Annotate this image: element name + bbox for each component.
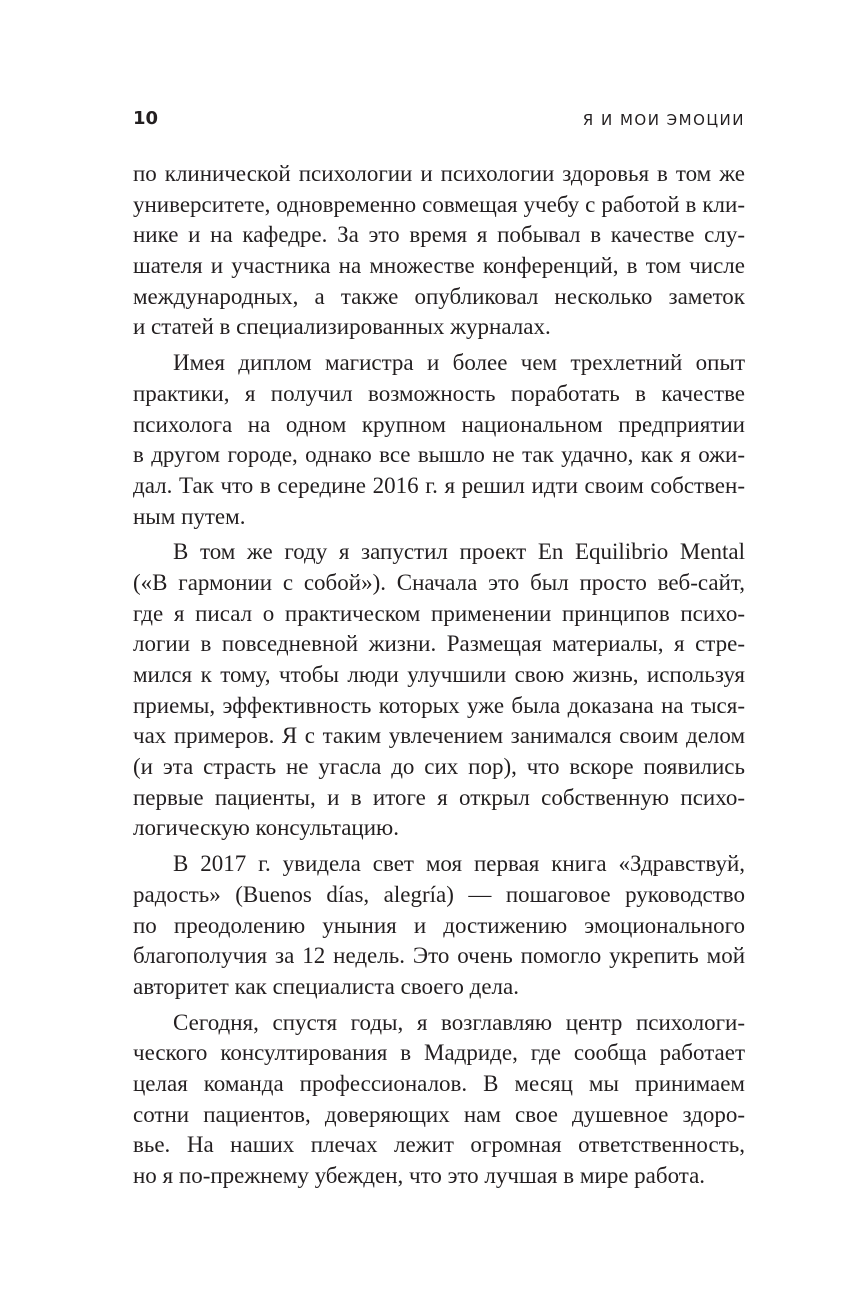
- text-line: нике и на кафедре. За это время я побывал в качестве слу-: [133, 222, 745, 248]
- paragraph-2: [133, 348, 745, 532]
- body-text: [133, 159, 745, 1197]
- text-line: шателя и участника на множестве конференций, в том числе: [133, 253, 745, 279]
- text-line: по преодолению уныния и достижению эмоционального: [133, 912, 745, 938]
- text-line: практики, я получил возможность поработать в качестве: [133, 380, 745, 406]
- text-line: («В гармонии с собой»). Сначала это был просто веб-сайт,: [133, 569, 745, 595]
- text-line: первые пациенты, и в итоге я открыл собственную психо-: [133, 784, 745, 810]
- text-line: международных, а также опубликовал несколько заметок: [133, 283, 745, 309]
- text-line: (и эта страсть не угасла до сих пор), что вскоре появились: [133, 754, 745, 780]
- text-line: где я писал о практическом применении принципов психо-: [133, 600, 745, 626]
- page-number: 10: [133, 108, 159, 129]
- text-line: ческого консултирования в Мадриде, где сообща работает: [133, 1040, 745, 1066]
- text-line: приемы, эффективность которых уже была доказана на тыся-: [133, 692, 745, 718]
- text-line: благополучия за 12 недель. Это очень помогло укрепить мой: [133, 943, 745, 969]
- text-line: радость» (Buenos días, alegría) — пошаговое руководство: [133, 881, 745, 907]
- paragraph-1: [133, 159, 745, 343]
- text-line: и статей в специализированных журналах.: [133, 314, 551, 340]
- text-line: ным путем.: [133, 503, 246, 529]
- text-line: авторитет как специалиста своего дела.: [133, 973, 519, 999]
- text-line: целая команда профессионалов. В месяц мы принимаем: [133, 1070, 745, 1096]
- text-line: логии в повседневной жизни. Размещая материалы, я стре-: [133, 631, 745, 657]
- text-line: дал. Так что в середине 2016 г. я решил идти своим собствен-: [133, 472, 745, 498]
- text-line: по клинической психологии и психологии здоровья в том же: [133, 161, 745, 186]
- text-line: логическую консультацию.: [133, 815, 399, 841]
- text-line: университете, одновременно совмещая учебу с работой в кли-: [133, 191, 745, 217]
- paragraph-5: [133, 1008, 745, 1192]
- running-header-title: Я И МОИ ЭМОЦИИ: [582, 111, 745, 129]
- text-line: чах примеров. Я с таким увлечением занимался своим делом: [133, 723, 745, 749]
- text-line: но я по-прежнему убежден, что это лучшая в мире работа.: [133, 1163, 706, 1188]
- text-line: сотни пациентов, доверяющих нам свое душевное здоро-: [133, 1101, 745, 1127]
- text-line: В 2017 г. увидела свет моя первая книга «Здравствуй,: [173, 851, 745, 877]
- text-line: вье. На наших плечах лежит огромная ответственность,: [133, 1132, 745, 1158]
- text-line: психолога на одном крупном национальном предприятии: [133, 411, 745, 437]
- text-line: В том же году я запустил проект En Equilibrio Mental: [173, 539, 745, 565]
- text-line: мился к тому, чтобы люди улучшили свою жизнь, используя: [133, 662, 745, 687]
- text-line: Сегодня, спустя годы, я возглавляю центр психологи-: [173, 1009, 745, 1035]
- paragraph-3: [133, 537, 745, 844]
- text-line: в другом городе, однако все вышло не так удачно, как я ожи-: [133, 442, 745, 468]
- text-line: Имея диплом магистра и более чем трехлетний опыт: [173, 350, 745, 376]
- paragraph-4: [133, 849, 745, 1002]
